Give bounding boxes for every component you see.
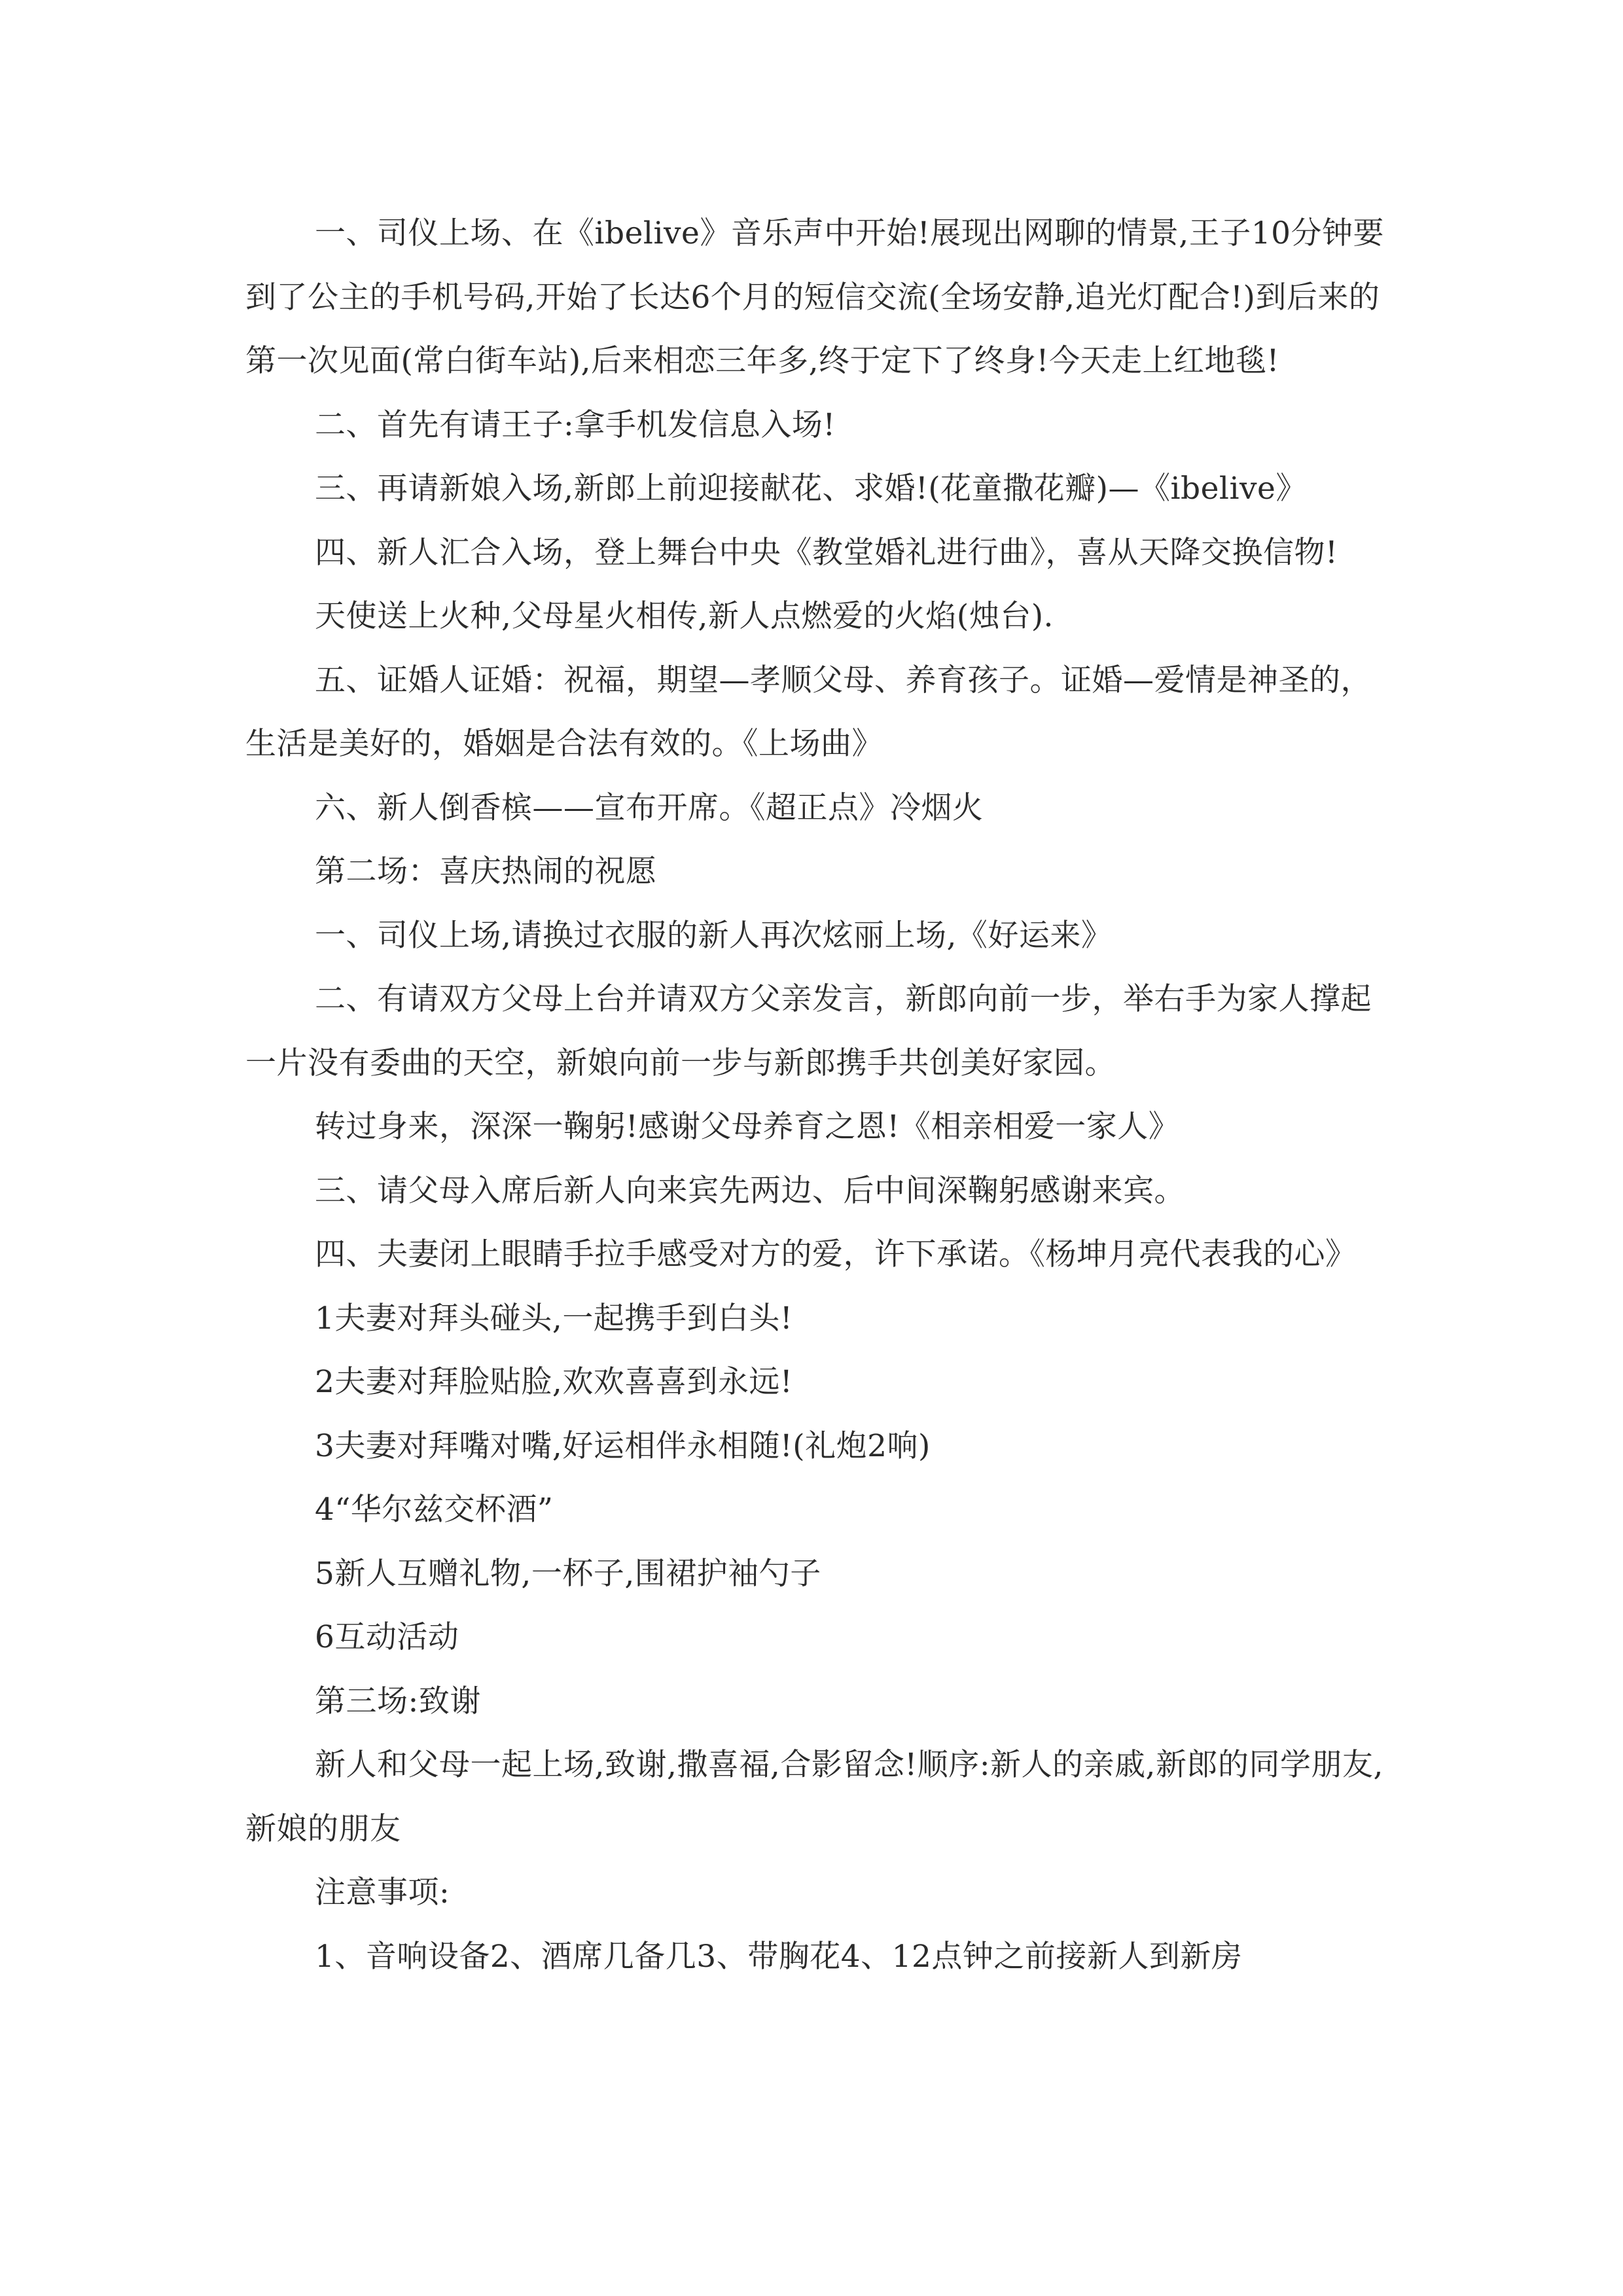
list-item: 5新人互赠礼物,一杯子,围裙护袖勺子 <box>315 1555 821 1592</box>
paragraph: 四、夫妻闭上眼睛手拉手感受对方的爱，许下承诺。《杨坤月亮代表我的心》 <box>315 1236 1357 1272</box>
paragraph: 转过身来，深深一鞠躬!感谢父母养育之恩!《相亲相爱一家人》 <box>315 1109 1180 1145</box>
list-item: 4“华尔兹交杯酒” <box>315 1492 554 1528</box>
paragraph: 二、有请双方父母上台并请双方父亲发言，新郎向前一步，举右手为家人撑起一片没有委曲的天空，新娘向前一步与新郎携手共创美好家园。 <box>245 981 1372 1081</box>
list-item: 3夫妻对拜嘴对嘴,好运相伴永相随!(礼炮2响) <box>315 1427 931 1464</box>
paragraph: 一、司仪上场,请换过衣服的新人再次炫丽上场,《好运来》 <box>315 917 1113 954</box>
document-body <box>245 202 1400 1988</box>
paragraph: 六、新人倒香槟——宣布开席。《超正点》冷烟火 <box>315 789 984 826</box>
paragraph: 四、新人汇合入场，登上舞台中央《教堂婚礼进行曲》，喜从天降交换信物! <box>315 534 1338 571</box>
paragraph: 三、再请新娘入场,新郎上前迎接献花、求婚!(花童撒花瓣)—《ibelive》 <box>315 471 1307 507</box>
list-item: 2夫妻对拜脸贴脸,欢欢喜喜到永远! <box>315 1364 793 1400</box>
notes-heading: 注意事项: <box>315 1874 450 1910</box>
paragraph: 二、首先有请王子:拿手机发信息入场! <box>315 406 836 443</box>
list-item: 6互动活动 <box>315 1619 459 1655</box>
notes-list: 1、音响设备2、酒席几备几3、带胸花4、12点钟之前接新人到新房 <box>315 1938 1243 1975</box>
section-heading: 第二场：喜庆热闹的祝愿 <box>315 853 657 889</box>
paragraph: 三、请父母入席后新人向来宾先两边、后中间深鞠躬感谢来宾。 <box>315 1172 1185 1209</box>
list-item: 1夫妻对拜头碰头,一起携手到白头! <box>315 1300 793 1336</box>
paragraph: 新人和父母一起上场,致谢,撒喜福,合影留念!顺序:新人的亲戚,新郎的同学朋友,新娘的朋友 <box>245 1747 1383 1847</box>
paragraph: 天使送上火种,父母星火相传,新人点燃爱的火焰(烛台). <box>315 598 1054 634</box>
section-heading: 第三场:致谢 <box>315 1683 481 1719</box>
paragraph: 五、证婚人证婚：祝福，期望—孝顺父母、养育孩子。证婚—爱情是神圣的，生活是美好的，婚姻是合法有效的。《上场曲》 <box>245 662 1372 762</box>
paragraph: 一、司仪上场、在《ibelive》音乐声中开始!展现出网聊的情景,王子10分钟要到了公主的手机号码,开始了长达6个月的短信交流(全场安静,追光灯配合!)到后来的第一次见面(常白街车站),后来相恋三年多,终于定下了终身!今天走上红地毯! <box>245 215 1384 379</box>
